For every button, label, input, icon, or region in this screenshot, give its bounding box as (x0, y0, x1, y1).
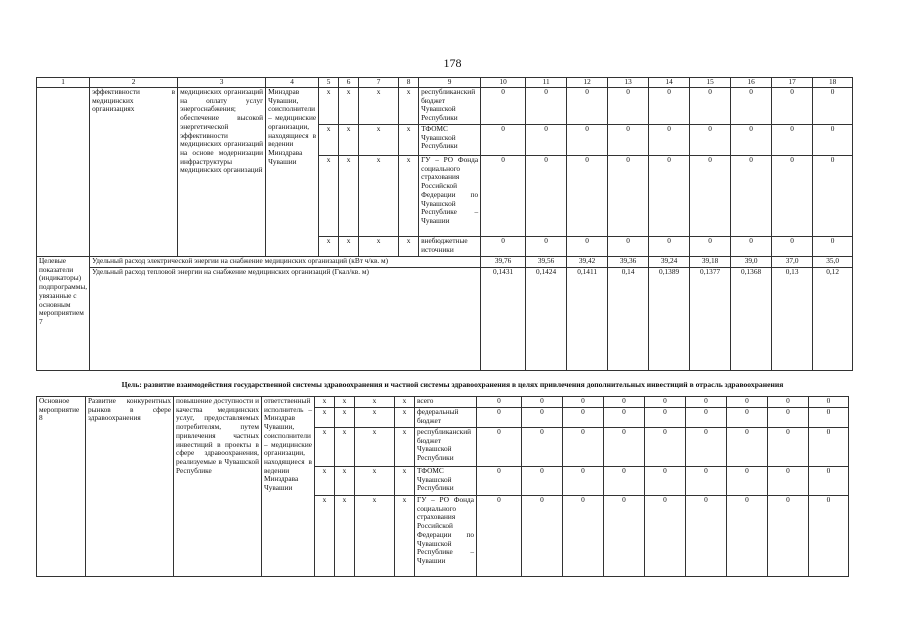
funding-source: ТФОМС Чувашской Республики (419, 125, 481, 156)
value-cell: 0 (481, 125, 526, 156)
value-cell: 0 (477, 467, 522, 496)
value-cell: 0 (608, 156, 649, 237)
x-mark: x (339, 156, 359, 237)
x-mark: x (339, 88, 359, 125)
x-mark: x (315, 408, 335, 428)
value-cell: 0 (563, 397, 604, 408)
column-number: 15 (690, 78, 731, 88)
value-cell: 0 (645, 467, 686, 496)
value-cell: 0 (522, 397, 563, 408)
value-cell: 0 (649, 156, 690, 237)
value-cell: 0 (686, 467, 727, 496)
funding-source: ТФОМС Чувашской Республики (415, 467, 477, 496)
target-value: 39,42 (567, 257, 608, 268)
value-cell: 0 (813, 125, 853, 156)
target-value: 0,1389 (649, 268, 690, 371)
value-cell: 0 (731, 156, 772, 237)
value-cell: 0 (768, 428, 809, 467)
value-cell: 0 (526, 88, 567, 125)
value-cell: 0 (477, 397, 522, 408)
funding-source: республиканский бюджет Чувашской Республики (415, 428, 477, 467)
x-mark: x (395, 496, 415, 577)
value-cell: 0 (526, 237, 567, 257)
value-cell: 0 (604, 428, 645, 467)
x-mark: x (399, 237, 419, 257)
column-number: 7 (359, 78, 399, 88)
x-mark: x (335, 428, 355, 467)
x-mark: x (335, 467, 355, 496)
table-row (37, 88, 853, 125)
value-cell: 0 (686, 496, 727, 577)
target-value: 0,1377 (690, 268, 731, 371)
value-cell: 0 (768, 467, 809, 496)
value-cell: 0 (567, 156, 608, 237)
value-cell: 0 (690, 156, 731, 237)
value-cell: 0 (727, 496, 768, 577)
value-cell: 0 (813, 88, 853, 125)
x-mark: x (355, 408, 395, 428)
target-value: 37,0 (772, 257, 813, 268)
column-number: 18 (813, 78, 853, 88)
x-mark: x (355, 428, 395, 467)
x-mark: x (319, 156, 339, 237)
x-mark: x (399, 156, 419, 237)
target-name: Удельный расход электрической энергии на снабжение медицинских организаций (кВт ч/кв. м) (90, 257, 481, 268)
column-number: 14 (649, 78, 690, 88)
value-cell: 0 (768, 397, 809, 408)
x-mark: x (355, 467, 395, 496)
x-mark: x (359, 237, 399, 257)
responsible-executor: Минздрав Чувашии, соисполнители – медицинские организации, находящиеся в ведении Минздрава Чувашии (266, 88, 319, 257)
value-cell: 0 (563, 428, 604, 467)
measure-number: Основное мероприятие 8 (37, 397, 86, 577)
funding-source: республиканский бюджет Чувашской Республики (419, 88, 481, 125)
target-value: 39,24 (649, 257, 690, 268)
x-mark: x (315, 397, 335, 408)
x-mark: x (319, 125, 339, 156)
page-number: 178 (443, 56, 462, 70)
target-value: 0,1431 (481, 268, 526, 371)
value-cell: 0 (477, 408, 522, 428)
target-value: 0,13 (772, 268, 813, 371)
value-cell: 0 (690, 125, 731, 156)
empty-cell (37, 88, 90, 257)
target-value: 39,56 (526, 257, 567, 268)
value-cell: 0 (526, 156, 567, 237)
x-mark: x (399, 125, 419, 156)
value-cell: 0 (809, 467, 849, 496)
x-mark: x (355, 496, 395, 577)
value-cell: 0 (522, 408, 563, 428)
column-number: 1 (37, 78, 90, 88)
value-cell: 0 (809, 408, 849, 428)
column-number: 17 (772, 78, 813, 88)
value-cell: 0 (477, 496, 522, 577)
column-number: 16 (731, 78, 772, 88)
target-row (37, 268, 853, 371)
value-cell: 0 (604, 408, 645, 428)
x-mark: x (355, 397, 395, 408)
value-cell: 0 (809, 397, 849, 408)
value-cell: 0 (481, 88, 526, 125)
value-cell: 0 (690, 237, 731, 257)
value-cell: 0 (477, 428, 522, 467)
value-cell: 0 (768, 408, 809, 428)
value-cell: 0 (727, 408, 768, 428)
value-cell: 0 (772, 88, 813, 125)
measure-name: Развитие конкурентных рынков в сфере здравоохранения (86, 397, 174, 577)
x-mark: x (315, 467, 335, 496)
column-number: 2 (90, 78, 178, 88)
funding-source: федеральный бюджет (415, 408, 477, 428)
subtask-name: эффективности в медицинских организациях (90, 88, 178, 257)
value-cell: 0 (772, 237, 813, 257)
value-cell: 0 (608, 88, 649, 125)
x-mark: x (335, 496, 355, 577)
value-cell: 0 (567, 237, 608, 257)
funding-source: ГУ – РО Фонда социального страхования Российской Федерации по Чувашской Республике – Чувашии (419, 156, 481, 237)
header-row (37, 78, 853, 88)
x-mark: x (359, 125, 399, 156)
column-number: 6 (339, 78, 359, 88)
value-cell: 0 (731, 88, 772, 125)
column-number: 10 (481, 78, 526, 88)
value-cell: 0 (526, 125, 567, 156)
value-cell: 0 (645, 428, 686, 467)
value-cell: 0 (604, 467, 645, 496)
value-cell: 0 (772, 125, 813, 156)
x-mark: x (395, 397, 415, 408)
x-mark: x (395, 428, 415, 467)
column-number: 13 (608, 78, 649, 88)
target-value: 35,0 (813, 257, 853, 268)
column-number: 4 (266, 78, 319, 88)
target-value: 39,18 (690, 257, 731, 268)
target-name: Удельный расход тепловой энергии на снабжение медицинских организаций (Гкал/кв. м) (90, 268, 481, 371)
target-value: 39,36 (608, 257, 649, 268)
value-cell: 0 (563, 467, 604, 496)
value-cell: 0 (645, 397, 686, 408)
value-cell: 0 (686, 408, 727, 428)
value-cell: 0 (522, 428, 563, 467)
program-table-bottom (36, 396, 849, 577)
x-mark: x (339, 237, 359, 257)
table-row (37, 397, 849, 408)
value-cell: 0 (563, 408, 604, 428)
funding-source: внебюджетные источники (419, 237, 481, 257)
column-number: 5 (319, 78, 339, 88)
target-value: 0,1411 (567, 268, 608, 371)
funding-source: ГУ – РО Фонда социального страхования Российской Федерации по Чувашской Республике – Чувашии (415, 496, 477, 577)
value-cell: 0 (563, 496, 604, 577)
funding-source: всего (415, 397, 477, 408)
goal-heading: Цель: развитие взаимодействия государственной системы здравоохранения и частной системы здравоохранения в целях привлечения дополнительных инвестиций в отрасль здравоохранения (121, 380, 784, 389)
value-cell: 0 (813, 156, 853, 237)
value-cell: 0 (686, 428, 727, 467)
value-cell: 0 (731, 125, 772, 156)
value-cell: 0 (727, 397, 768, 408)
value-cell: 0 (567, 125, 608, 156)
column-number: 8 (399, 78, 419, 88)
value-cell: 0 (649, 125, 690, 156)
value-cell: 0 (645, 408, 686, 428)
value-cell: 0 (686, 397, 727, 408)
value-cell: 0 (809, 496, 849, 577)
value-cell: 0 (567, 88, 608, 125)
value-cell: 0 (690, 88, 731, 125)
value-cell: 0 (649, 237, 690, 257)
x-mark: x (315, 496, 335, 577)
value-cell: 0 (645, 496, 686, 577)
expected-result: повышение доступности и качества медицинских услуг, предоставляемых потребителям, путем привлечения частных инвестиций в проекты в сфере здравоохранения, реализуемые в Чувашской Республике (174, 397, 262, 577)
value-cell: 0 (731, 237, 772, 257)
value-cell: 0 (809, 428, 849, 467)
value-cell: 0 (522, 496, 563, 577)
column-number: 3 (178, 78, 266, 88)
x-mark: x (319, 237, 339, 257)
target-value: 39,0 (731, 257, 772, 268)
target-row (37, 257, 853, 268)
value-cell: 0 (481, 156, 526, 237)
value-cell: 0 (813, 237, 853, 257)
x-mark: x (335, 397, 355, 408)
value-cell: 0 (772, 156, 813, 237)
column-number: 11 (526, 78, 567, 88)
targets-label: Целевые показатели (индикаторы) подпрограммы, увязанные с основным мероприятием 7 (37, 257, 90, 371)
x-mark: x (339, 125, 359, 156)
value-cell: 0 (727, 428, 768, 467)
column-number: 12 (567, 78, 608, 88)
value-cell: 0 (727, 467, 768, 496)
value-cell: 0 (768, 496, 809, 577)
x-mark: x (399, 88, 419, 125)
target-value: 0,1368 (731, 268, 772, 371)
x-mark: x (359, 156, 399, 237)
responsible-executor: ответственный исполнитель – Минздрав Чувашии, соисполнители – медицинские организации, находящиеся в ведении Минздрава Чувашии (262, 397, 315, 577)
x-mark: x (319, 88, 339, 125)
column-number: 9 (419, 78, 481, 88)
value-cell: 0 (649, 88, 690, 125)
target-value: 0,1424 (526, 268, 567, 371)
x-mark: x (395, 467, 415, 496)
value-cell: 0 (522, 467, 563, 496)
value-cell: 0 (481, 237, 526, 257)
program-table-top (36, 77, 853, 371)
target-value: 0,14 (608, 268, 649, 371)
x-mark: x (359, 88, 399, 125)
x-mark: x (335, 408, 355, 428)
value-cell: 0 (604, 496, 645, 577)
x-mark: x (395, 408, 415, 428)
target-value: 39,76 (481, 257, 526, 268)
expected-result: медицинских организаций на оплату услуг энергоснабжения; обеспечение высокой энергетической эффективности медицинских организаций на основе модернизации инфраструктуры медицинских организаций (178, 88, 266, 257)
value-cell: 0 (604, 397, 645, 408)
value-cell: 0 (608, 237, 649, 257)
value-cell: 0 (608, 125, 649, 156)
target-value: 0,12 (813, 268, 853, 371)
x-mark: x (315, 428, 335, 467)
